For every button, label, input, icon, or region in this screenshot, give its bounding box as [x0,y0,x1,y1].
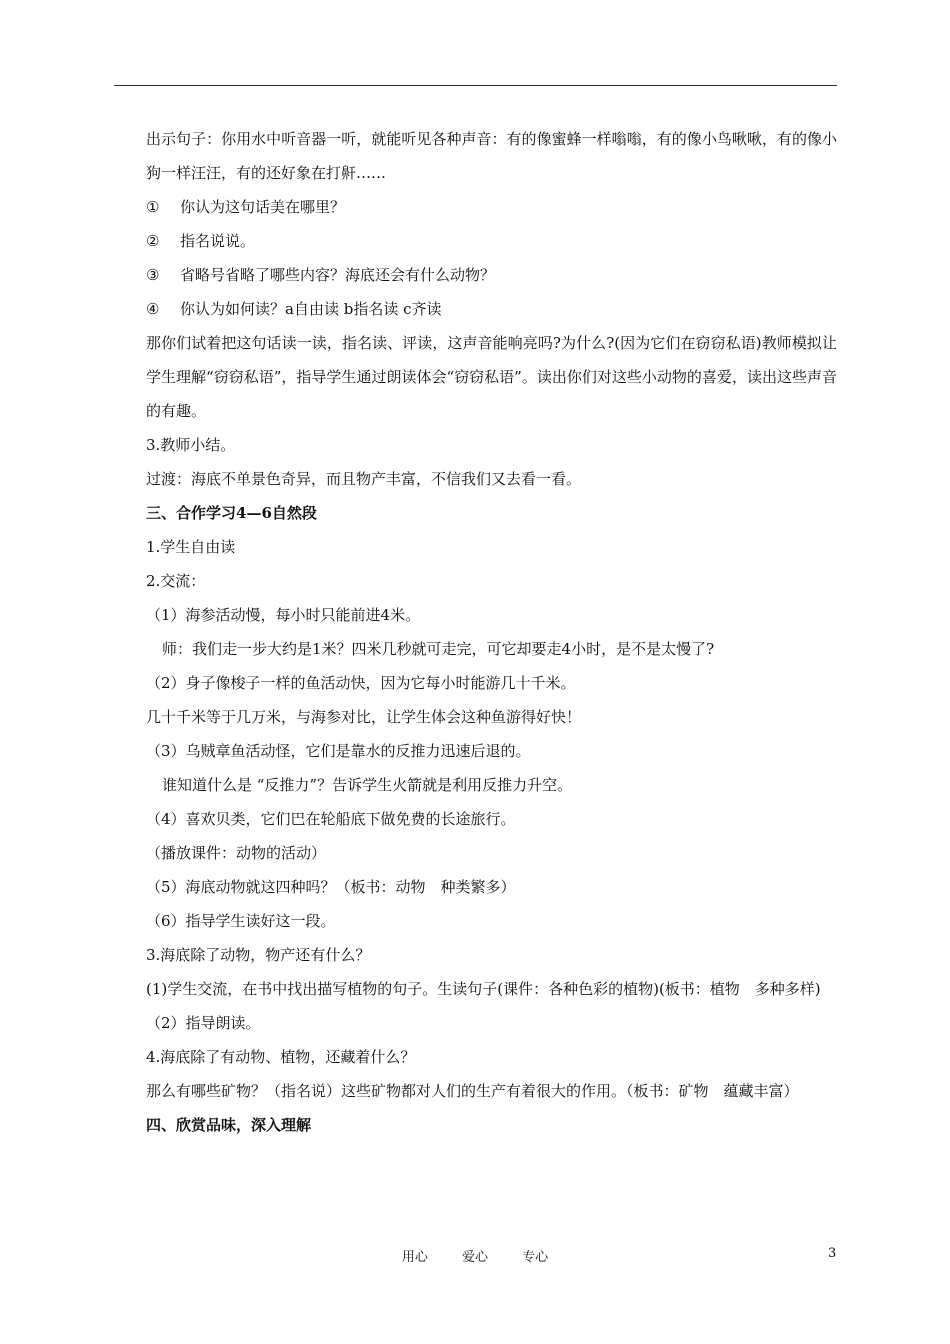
paragraph [114,734,837,768]
document-body [114,122,837,1142]
paragraph [114,972,837,1006]
paragraph [114,428,837,462]
paragraph-text: 那么有哪些矿物？（指名说）这些矿物都对人们的生产有着很大的作用。（板书：矿物 蕴藏丰富） [146,1082,799,1100]
paragraph-text: （4）喜欢贝类，它们巴在轮船底下做免费的长途旅行。 [146,810,516,828]
footer-slogan-word: 专心 [522,1250,549,1265]
paragraph [114,938,837,972]
paragraph-text: (1)学生交流，在书中找出描写植物的句子。生读句子(课件：各种色彩的植物)(板书：植物 多种多样) [146,980,821,998]
paragraph [114,598,837,632]
numbered-item [114,190,837,224]
paragraph-text: （6）指导学生读好这一段。 [146,912,336,930]
footer-slogan [0,1246,950,1265]
section-heading [114,496,837,530]
paragraph-text: （3）乌贼章鱼活动怪，它们是靠水的反推力迅速后退的。 [146,742,531,760]
paragraph-text: 三、合作学习4—6自然段 [146,504,317,522]
item-marker: ① [146,198,160,216]
paragraph [114,462,837,496]
paragraph [114,870,837,904]
paragraph-text: （2）指导朗读。 [146,1014,261,1032]
paragraph [114,530,837,564]
page-number: 3 [828,1246,837,1261]
paragraph [114,632,837,666]
header-rule [114,85,837,86]
paragraph [114,768,837,802]
paragraph-text: 四、欣赏品味，深入理解 [146,1116,312,1134]
paragraph-text: 4.海底除了有动物、植物，还藏着什么？ [146,1048,416,1066]
paragraph-text: 省略号省略了哪些内容？海底还会有什么动物？ [180,266,496,284]
paragraph-text: （2）身子像梭子一样的鱼活动快，因为它每小时能游几十千米。 [146,674,576,692]
section-heading [114,1108,837,1142]
paragraph [114,1040,837,1074]
paragraph-text: 1.学生自由读 [146,538,236,556]
paragraph-text: （1）海参活动慢，每小时只能前进4米。 [146,606,421,624]
paragraph-text: （5）海底动物就这四种吗？（板书：动物 种类繁多） [146,878,516,896]
paragraph-text: 出示句子：你用水中听音器一听，就能听见各种声音：有的像蜜蜂一样嗡嗡，有的像小鸟啾啾，有的像小狗一样汪汪，有的还好象在打鼾…… [146,130,837,182]
paragraph [114,836,837,870]
paragraph-text: 3.教师小结。 [146,436,236,454]
paragraph-text: 几十千米等于几万米，与海参对比，让学生体会这种鱼游得好快！ [146,708,582,726]
paragraph [114,326,837,428]
paragraph-text: 谁知道什么是 “反推力”？告诉学生火箭就是利用反推力升空。 [162,776,573,794]
footer-slogan-word: 爱心 [461,1250,488,1265]
numbered-item [114,292,837,326]
paragraph-text: 指名说说。 [180,232,256,250]
paragraph [114,564,837,598]
paragraph [114,1006,837,1040]
footer-slogan-word: 用心 [401,1250,428,1265]
item-marker: ③ [146,266,160,284]
paragraph-text: 3.海底除了动物，物产还有什么？ [146,946,371,964]
paragraph [114,700,837,734]
paragraph [114,666,837,700]
item-marker: ④ [146,300,160,318]
paragraph-text: 那你们试着把这句话读一读，指名读、评读，这声音能响亮吗?为什么?(因为它们在窃窃私语)教师模拟让学生理解“窃窃私语”，指导学生通过朗读体会“窃窃私语”。读出你们对这些小动物的喜爱，读出这些声音的有趣。 [146,334,837,420]
paragraph-text: （播放课件：动物的活动） [146,844,327,862]
paragraph-text: 2.交流： [146,572,206,590]
paragraph-text: 过渡：海底不单景色奇异，而且物产丰富，不信我们又去看一看。 [146,470,582,488]
paragraph-text: 师：我们走一步大约是1米？四米几秒就可走完，可它却要走4小时，是不是太慢了? [162,640,715,658]
item-marker: ② [146,232,160,250]
numbered-item [114,224,837,258]
paragraph [114,122,837,190]
paragraph-text: 你认为这句话美在哪里？ [180,198,346,216]
paragraph [114,1074,837,1108]
paragraph [114,802,837,836]
paragraph [114,904,837,938]
paragraph-text: 你认为如何读？a自由读 b指名读 c齐读 [180,300,442,318]
numbered-item [114,258,837,292]
